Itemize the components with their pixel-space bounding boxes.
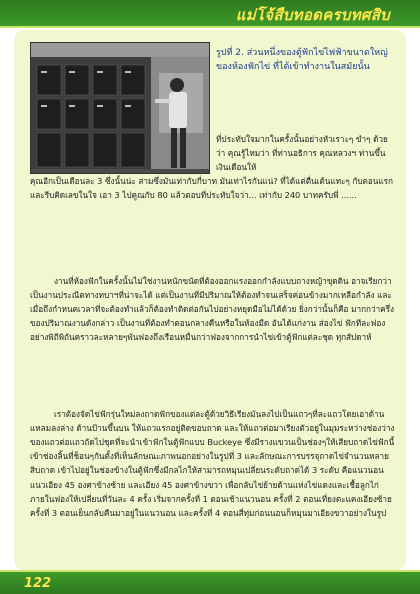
page-number: 122	[24, 576, 52, 591]
paragraph-1-top: ที่ประทับใจมากในครั้งนั้นอย่างหัวเราะๆ ขำๆ ด้วยว่า คุณรู้ไหมว่า ที่ท่านอธิการ คุณหลวงฯ ท่านขึ้นเงินเดือนให้	[216, 134, 388, 173]
paragraph-3: เราต้องจัดไข่ฟักรุ่นใหม่ลงถาดฟักของแต่ละตู้ด้วยวิธีเรียงมันลงไปเป็นแถวๆที่ละแถวโดยเอาด้านแหลมลงล่าง ด้านป้านขึ้นบน ให้แถวแรกอยู่ติดขอบถาด และให้แถวต่อมาเรียงตัวอยู่ในมุมระหว่างช่องว่างของแถวต่อแถวถัดไปชุดที่จะนำเข้าฟักในตู้ฟักแบบ Buckeye ซึ่งมีรางแขวนเป็นช่องๆให้เสียบถาดไข่ฟักนี้เข้าช่องลิ้นที่ช็อนๆกันตั้งที่เห็นลักษณะภาพนอกอย่างในรูปที่ 3 และลักษณะการบรรจุถาดไข่จำนวนหลายสิบถาด เข้าไปอยู่ในช่องข้างในตู้ฟักซึ่งมีกลไกให้สามารถหมุนเปลี่ยนระดับถาดได้ 3 ระดับ คือแนวนอนแนวเอียง 45 องศาข้างซ้าย และเอียง 45 องศาข้างขวา เพื่อกลับไข่ย้ายด้านแห่งไข่แดงและเชื้อลูกไก่ภายในฟองให้เปลี่ยนที่วันละ 4 ครั้ง เริ่มจากครั้งที่ 1 ตอนเช้าแนวนอน ครั้งที่ 2 ตอนเที่ยงตะแคงเอียงซ้าย ครั้งที่ 3 ตอนเย็นกลับคืนมาอยู่ในแนวนอน และครั้งที่ 4 ตอนสี่ทุ่มก่อนนอนก็หมุนมาเอียงขวาอย่างในรูป	[30, 409, 395, 518]
paragraph-1-bottom: คุณอีกเป็นเดือนละ 3 ซึ่งนั้นน่ะ สามซึ่งมันเท่ากับกี่บาท มันเท่าไรกันแน่? ที่ได้แต่ตื่นเต้นแทะๆ กับตอนแรก และรีบคิดเลขในใจ เอา 3 ไปคูณกับ 80 แล้วตอบที่ประทับใจว่า... เท่ากับ 240 บาทครับพี่ ......	[30, 176, 394, 201]
photo-caption: รูปที่ 2. ส่วนหนึ่งของตู้ฟักไข่ไฟฟ้าขนาดใหญ่ของห้องฟักไข่ ที่ได้เข้าทำงานในสมัยนั้น	[216, 48, 388, 72]
paragraph-1	[30, 132, 396, 203]
page-title: แม่โจ้สืบทอดครบทศสิบ	[235, 6, 390, 24]
footer-band	[0, 572, 420, 594]
paragraph-2: งานที่ห้องฟักในครั้งนั้นไม่ใช่งานหนักขนัดที่ต้องออกแรงออกกำลังแบบถางหญ้าขุดดิน อาจเรียกว่าเป็นงานประณีตทางทบาฯที่น่าจะได้ แต่เป็นงานที่มีปริมาณให้ต้องทำจนเสร็จค่อนข้างมากเหลือกำลัง และเมื่อถึงกำหนดเวลาที่จะต้องทำแล้วก็ต้องทำติดต่อกันไปอย่างหยุดมือไม่ได้ด้วย ยิ่งกว่านั้นก็คือ มากกว่าครึ่งของปริมาณงานดังกล่าว เป็นงานที่ต้องทำตอนกลางคืนหรือในห้องมืด อันได้แก่งาน ส่องไข่ ฟักทีละฟองอย่างพิถีพิถันคราวละหลายๆพันฟองถึงเรือนหมื่นกว่าฟองจากการนำไข่เข้าตู้ฟักแต่ละชุด ทุกสัปดาห์	[30, 276, 395, 343]
header-band	[0, 0, 420, 26]
header-stripe	[0, 26, 420, 28]
